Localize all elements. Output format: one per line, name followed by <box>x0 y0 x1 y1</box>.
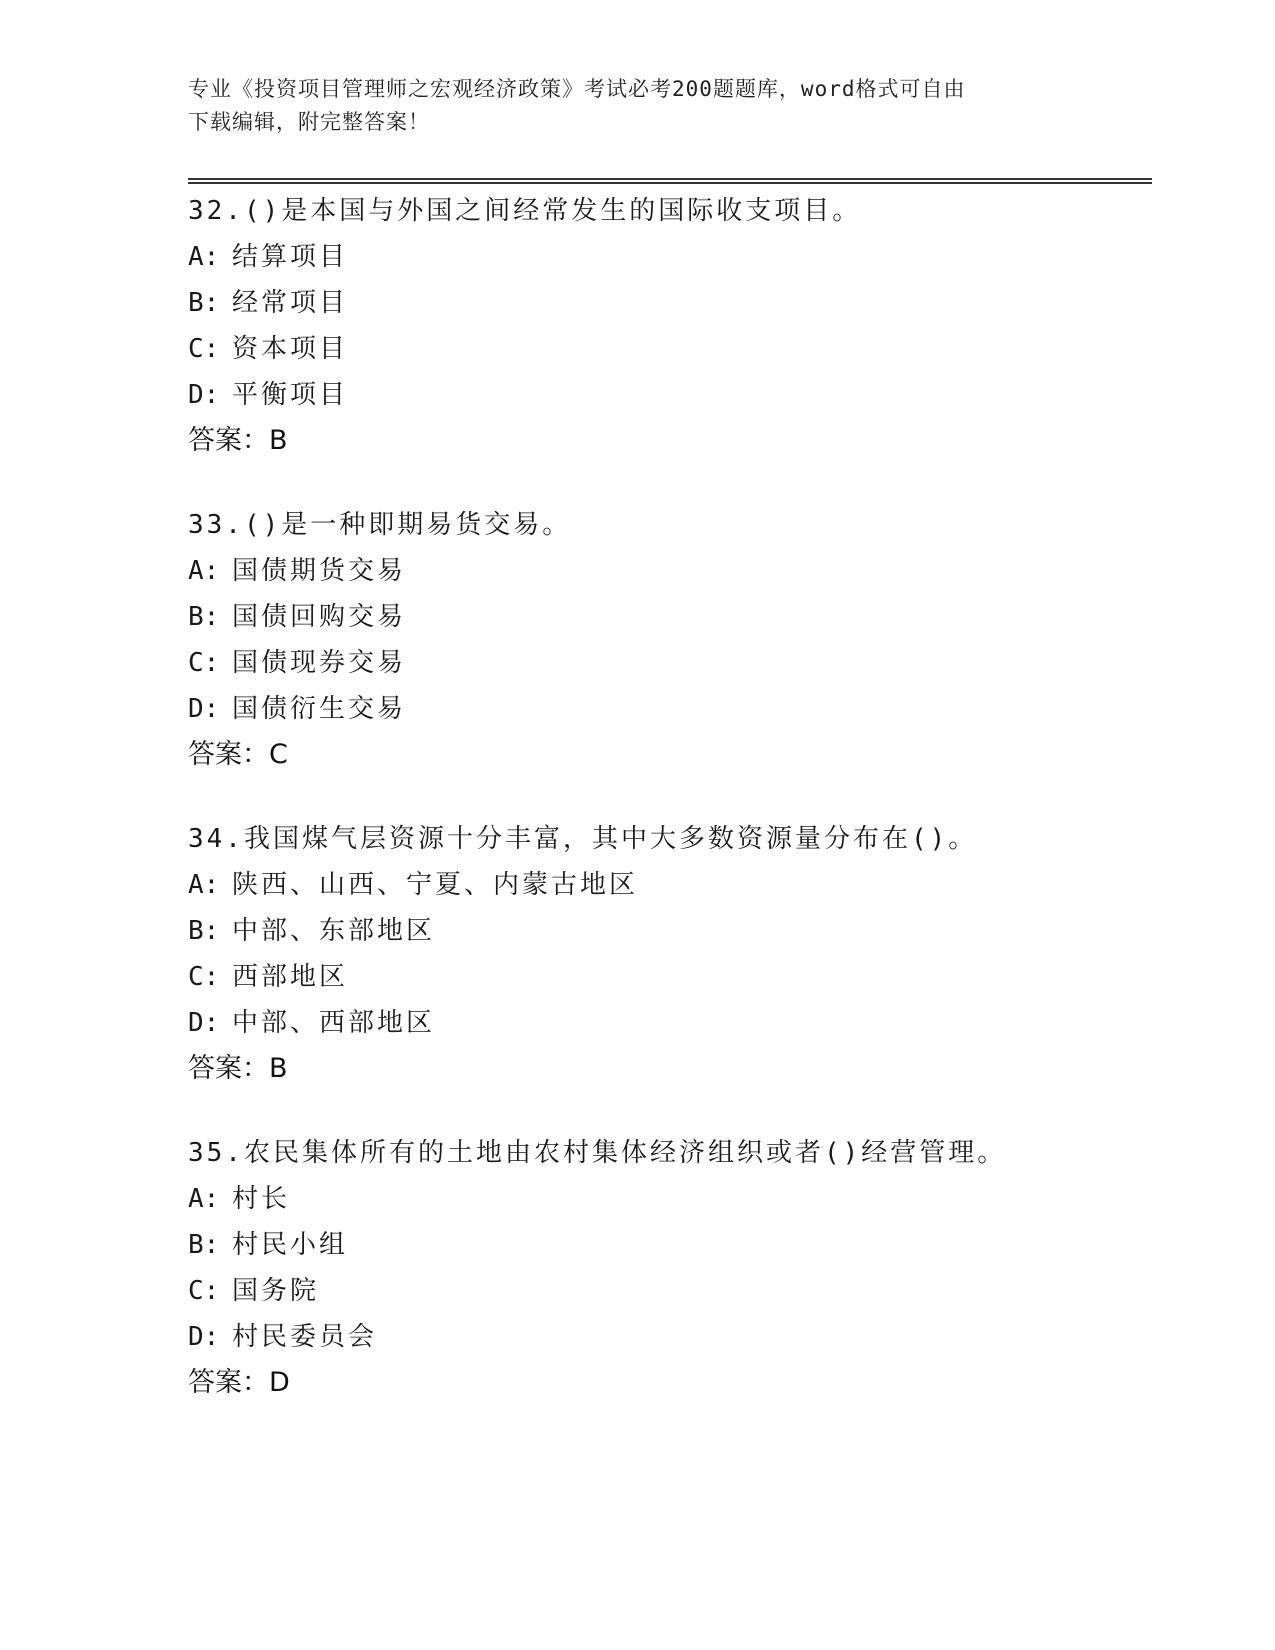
option-letter: C: <box>188 962 220 992</box>
option-letter: A: <box>188 242 220 272</box>
option-d <box>188 372 1168 418</box>
question-list <box>188 188 1168 1444</box>
question-stem: 33.()是一种即期易货交易。 <box>188 510 572 540</box>
question-stem: 32.()是本国与外国之间经常发生的国际收支项目。 <box>188 196 862 226</box>
option-letter: B: <box>188 602 220 632</box>
option-letter: B: <box>188 916 220 946</box>
document-header <box>188 73 1088 139</box>
option-a <box>188 862 1168 908</box>
option-b <box>188 280 1168 326</box>
answer-line: 答案：B <box>188 1053 288 1084</box>
header-divider-bottom <box>188 182 1152 184</box>
option-letter: B: <box>188 288 220 318</box>
option-letter: B: <box>188 1230 220 1260</box>
question-35 <box>188 1130 1168 1406</box>
option-d <box>188 1314 1168 1360</box>
option-letter: C: <box>188 334 220 364</box>
option-a <box>188 1176 1168 1222</box>
option-text: 村民小组 <box>232 1230 349 1260</box>
option-a <box>188 234 1168 280</box>
option-text: 村民委员会 <box>232 1322 378 1352</box>
option-c <box>188 954 1168 1000</box>
option-d <box>188 1000 1168 1046</box>
option-text: 平衡项目 <box>232 380 349 410</box>
option-c <box>188 326 1168 372</box>
option-text: 中部、东部地区 <box>232 916 436 946</box>
option-text: 中部、西部地区 <box>232 1008 436 1038</box>
option-text: 西部地区 <box>232 962 349 992</box>
option-b <box>188 1222 1168 1268</box>
option-b <box>188 908 1168 954</box>
question-33 <box>188 502 1168 778</box>
question-stem: 34.我国煤气层资源十分丰富，其中大多数资源量分布在()。 <box>188 824 978 854</box>
option-letter: A: <box>188 556 220 586</box>
option-d <box>188 686 1168 732</box>
option-text: 经常项目 <box>232 288 349 318</box>
option-letter: C: <box>188 648 220 678</box>
answer-line: 答案：B <box>188 425 288 456</box>
header-line-2: 下载编辑，附完整答案！ <box>188 110 430 134</box>
option-b <box>188 594 1168 640</box>
option-c <box>188 640 1168 686</box>
option-text: 国务院 <box>232 1276 320 1306</box>
answer-line: 答案：D <box>188 1367 290 1398</box>
option-text: 国债期货交易 <box>232 556 407 586</box>
option-text: 国债衍生交易 <box>232 694 407 724</box>
option-text: 村长 <box>232 1184 291 1214</box>
option-a <box>188 548 1168 594</box>
option-letter: D: <box>188 380 220 410</box>
option-text: 国债现券交易 <box>232 648 407 678</box>
header-line-1: 专业《投资项目管理师之宏观经济政策》考试必考200题题库，word格式可自由 <box>188 77 966 101</box>
option-letter: A: <box>188 1184 220 1214</box>
option-letter: C: <box>188 1276 220 1306</box>
answer-line: 答案：C <box>188 739 288 770</box>
option-letter: A: <box>188 870 220 900</box>
option-letter: D: <box>188 694 220 724</box>
option-text: 资本项目 <box>232 334 349 364</box>
question-stem: 35.农民集体所有的土地由农村集体经济组织或者()经营管理。 <box>188 1138 1007 1168</box>
option-c <box>188 1268 1168 1314</box>
option-text: 结算项目 <box>232 242 349 272</box>
header-divider-top <box>188 178 1152 180</box>
option-text: 陕西、山西、宁夏、内蒙古地区 <box>232 870 639 900</box>
question-34 <box>188 816 1168 1092</box>
option-letter: D: <box>188 1008 220 1038</box>
option-text: 国债回购交易 <box>232 602 407 632</box>
question-32 <box>188 188 1168 464</box>
option-letter: D: <box>188 1322 220 1352</box>
